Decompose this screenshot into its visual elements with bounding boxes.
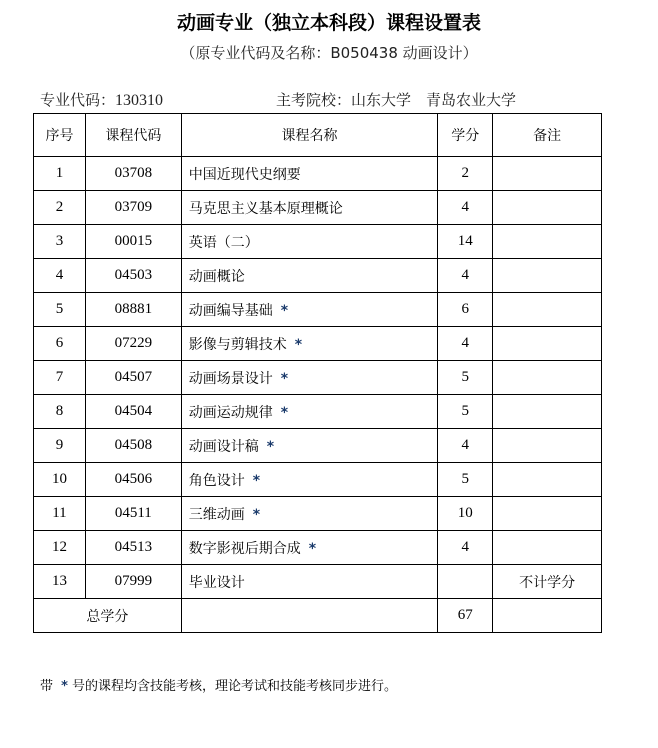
skill-assessment-star: * — [252, 506, 261, 523]
seq-cell: 10 — [34, 463, 86, 497]
code-cell: 00015 — [85, 225, 181, 259]
skill-assessment-star: * — [252, 472, 261, 489]
name-cell: 动画运动规律 * — [181, 395, 438, 429]
code-cell: 08881 — [85, 293, 181, 327]
skill-assessment-star: * — [280, 370, 289, 387]
credit-cell: 4 — [438, 191, 493, 225]
remark-cell — [493, 293, 602, 327]
seq-cell: 8 — [34, 395, 86, 429]
name-cell: 英语（二） — [181, 225, 438, 259]
skill-assessment-star: * — [266, 438, 275, 455]
name-cell: 动画设计稿 * — [181, 429, 438, 463]
credit-cell: 5 — [438, 395, 493, 429]
seq-cell: 3 — [34, 225, 86, 259]
name-cell: 动画场景设计 * — [181, 361, 438, 395]
schools: 主考院校：山东大学 青岛农业大学 — [276, 91, 517, 109]
credit-cell: 2 — [438, 157, 493, 191]
code-cell: 04507 — [85, 361, 181, 395]
column-header: 课程代码 — [85, 114, 181, 157]
name-cell: 数字影视后期合成 * — [181, 531, 438, 565]
table-row — [34, 565, 602, 599]
code-cell: 03708 — [85, 157, 181, 191]
column-header: 备注 — [493, 114, 602, 157]
total-credits: 67 — [438, 599, 493, 633]
footnote: 带 * 号的课程均含技能考核，理论考试和技能考核同步进行。 — [40, 679, 397, 694]
table-row — [34, 327, 602, 361]
credit-cell: 4 — [438, 429, 493, 463]
major-code: 专业代码：130310 — [40, 91, 164, 109]
remark-cell — [493, 497, 602, 531]
name-cell: 动画编导基础 * — [181, 293, 438, 327]
table-row — [34, 293, 602, 327]
seq-cell: 1 — [34, 157, 86, 191]
credit-cell: 4 — [438, 259, 493, 293]
credit-cell — [438, 565, 493, 599]
remark-cell — [493, 225, 602, 259]
remark-cell — [493, 157, 602, 191]
credit-cell: 10 — [438, 497, 493, 531]
name-cell: 影像与剪辑技术 * — [181, 327, 438, 361]
code-cell: 07999 — [85, 565, 181, 599]
table-row — [34, 361, 602, 395]
skill-assessment-star: * — [280, 302, 289, 319]
table-row — [34, 191, 602, 225]
credit-cell: 4 — [438, 531, 493, 565]
credit-cell: 6 — [438, 293, 493, 327]
code-cell: 04511 — [85, 497, 181, 531]
empty-cell — [493, 599, 602, 633]
seq-cell: 9 — [34, 429, 86, 463]
remark-cell — [493, 429, 602, 463]
credit-cell: 4 — [438, 327, 493, 361]
column-header: 序号 — [34, 114, 86, 157]
total-row — [34, 599, 602, 633]
skill-assessment-star: * — [294, 336, 303, 353]
credit-cell: 14 — [438, 225, 493, 259]
table-row — [34, 157, 602, 191]
seq-cell: 7 — [34, 361, 86, 395]
code-cell: 04508 — [85, 429, 181, 463]
code-cell: 04506 — [85, 463, 181, 497]
seq-cell: 11 — [34, 497, 86, 531]
remark-cell — [493, 463, 602, 497]
code-cell: 03709 — [85, 191, 181, 225]
skill-assessment-star: * — [280, 404, 289, 421]
table-row — [34, 429, 602, 463]
table-row — [34, 463, 602, 497]
name-cell: 马克思主义基本原理概论 — [181, 191, 438, 225]
remark-cell — [493, 327, 602, 361]
seq-cell: 5 — [34, 293, 86, 327]
skill-assessment-star: * — [308, 540, 317, 557]
column-header: 学分 — [438, 114, 493, 157]
remark-cell — [493, 531, 602, 565]
seq-cell: 2 — [34, 191, 86, 225]
table-row — [34, 531, 602, 565]
credit-cell: 5 — [438, 463, 493, 497]
empty-cell — [181, 599, 438, 633]
remark-cell — [493, 259, 602, 293]
seq-cell: 12 — [34, 531, 86, 565]
table-row — [34, 497, 602, 531]
code-cell: 07229 — [85, 327, 181, 361]
name-cell: 中国近现代史纲要 — [181, 157, 438, 191]
course-table — [33, 113, 602, 633]
name-cell: 三维动画 * — [181, 497, 438, 531]
name-cell: 角色设计 * — [181, 463, 438, 497]
table-row — [34, 259, 602, 293]
seq-cell: 4 — [34, 259, 86, 293]
total-label: 总学分 — [34, 599, 182, 633]
table-row — [34, 395, 602, 429]
remark-cell — [493, 395, 602, 429]
remark-cell: 不计学分 — [493, 565, 602, 599]
code-cell: 04503 — [85, 259, 181, 293]
name-cell: 毕业设计 — [181, 565, 438, 599]
page-title: 动画专业（独立本科段）课程设置表 — [176, 12, 481, 34]
remark-cell — [493, 191, 602, 225]
code-cell: 04513 — [85, 531, 181, 565]
code-cell: 04504 — [85, 395, 181, 429]
subtitle: （原专业代码及名称：B050438 动画设计） — [180, 44, 478, 62]
credit-cell: 5 — [438, 361, 493, 395]
remark-cell — [493, 361, 602, 395]
table-row — [34, 225, 602, 259]
seq-cell: 6 — [34, 327, 86, 361]
seq-cell: 13 — [34, 565, 86, 599]
column-header: 课程名称 — [181, 114, 438, 157]
name-cell: 动画概论 — [181, 259, 438, 293]
